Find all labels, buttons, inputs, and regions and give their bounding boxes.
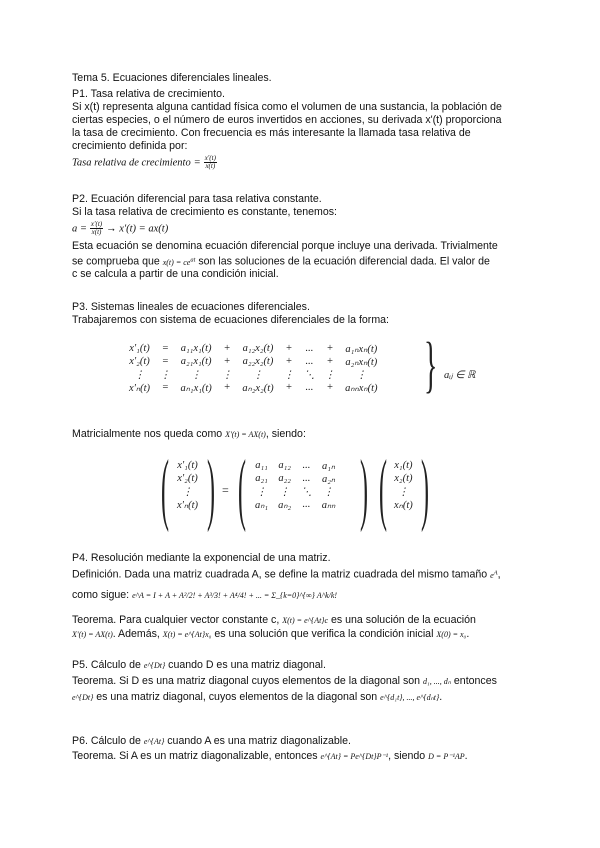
system-cell: = (161, 343, 169, 354)
p6-heading-formula: e^{At} (143, 737, 165, 746)
p6-text-line (72, 750, 468, 763)
p4-def-exp (490, 571, 498, 580)
vec-right-row (389, 472, 418, 485)
p1-formula-eq: = (193, 157, 201, 169)
vec-left-open-paren: ( (161, 445, 169, 533)
system-cell: ⋮ (221, 369, 233, 381)
matrix-a-table (250, 459, 340, 511)
vec-right (389, 459, 418, 511)
p2-line3-pre: se comprueba que (72, 255, 160, 268)
p3-heading: P3. Sistemas lineales de ecuaciones diferenciales. (72, 301, 310, 313)
p6-heading (72, 735, 351, 748)
p6-l1-formula: e^{At} = Pe^{Dt}P⁻¹ (320, 752, 389, 761)
p6-l1-formula2: D = P⁻¹AP (428, 752, 465, 761)
p5-l2-mid: es una matriz diagonal, cuyos elementos de la diagonal son (96, 691, 378, 703)
p2-fraction-num: x'(t) (90, 220, 103, 228)
p4-text-line (72, 614, 476, 627)
p2-fraction-den: x(t) (91, 228, 102, 236)
system-cell: ... (305, 356, 314, 367)
vec-left-row (172, 485, 203, 498)
p1-text-line: ciertas especies, o el número de euros invertidos en acciones, su derivada x'(t) proporciona (72, 114, 502, 126)
system-cell: + (223, 343, 231, 354)
p2-formula (72, 221, 168, 236)
matrix-cell: a₂₂ (278, 473, 291, 484)
p4-t2-formula3: X(0) = x₀ (436, 630, 467, 639)
matrix-cell: ⋮ (279, 486, 290, 498)
p4-text-line (72, 566, 501, 582)
p1-formula (72, 155, 217, 170)
matrix-cell: a₂₁ (255, 473, 268, 484)
system-cell: ⋮ (134, 369, 145, 381)
p5-l1-formula: d₁, ..., dₙ (422, 677, 451, 686)
p4-def-exp-base: e (490, 570, 494, 580)
p5-heading (72, 659, 326, 672)
p1-fraction-den: x(t) (205, 162, 216, 170)
matrix-cell: a₁₁ (255, 460, 268, 471)
p4-text-line (72, 628, 469, 641)
matrix-equals: = (222, 483, 229, 497)
system-cell: + (223, 382, 231, 393)
matrix-cell: ⋮ (323, 486, 334, 498)
system-cell: + (285, 343, 293, 354)
vec-left (172, 459, 203, 511)
system-cell: x'ₙ(t) (129, 382, 150, 394)
system-row (124, 368, 383, 381)
p4-t1-pre: Teorema. Para cualquier vector constante c, (72, 614, 280, 626)
p6-l1-pre: Teorema. Si A es un matriz diagonalizable, entonces (72, 750, 318, 762)
p3-text-line: Trabajaremos con sistema de ecuaciones diferenciales de la forma: (72, 314, 389, 326)
matrix-row (250, 498, 340, 511)
system-cell: aₙ₂x₂(t) (242, 382, 274, 394)
matrix-cell: ... (302, 473, 311, 484)
matrix-cell: aₙ₂ (278, 499, 292, 511)
p5-l2-end: . (439, 691, 443, 703)
system-cell: aₙₙxₙ(t) (345, 382, 378, 394)
system-row (124, 355, 383, 368)
p5-l1-post: entonces (453, 675, 497, 687)
matrix-cell: a₁₂ (278, 460, 291, 471)
vec-left-table (172, 459, 203, 511)
vec-right-open-paren: ( (379, 445, 387, 533)
system-cell: ... (305, 343, 314, 354)
p2-text-line: Si la tasa relativa de crecimiento es constante, tenemos: (72, 206, 337, 218)
matrix-open-paren: ( (238, 445, 246, 533)
system-cell: aₙ₁x₁(t) (180, 382, 212, 394)
p1-text-line: la tasa de crecimiento. Con frecuencia es más interesante la llamada tasa relativa de (72, 127, 471, 139)
equation-system (124, 342, 383, 394)
system-cell: a₁₁x₁(t) (180, 343, 212, 354)
p2-line3-formula-base: x(t) = ce (162, 257, 191, 267)
p1-formula-label: Tasa relativa de crecimiento (72, 157, 191, 169)
p4-t1-formula: X(t) = e^{At}c (282, 616, 329, 625)
p4-heading: P4. Resolución mediante la exponencial de una matriz. (72, 552, 331, 564)
vec-left-cell: x'₁(t) (177, 460, 198, 471)
vec-left-row (172, 498, 203, 511)
system-cell: ⋮ (283, 369, 295, 381)
p4-t2-formula2: X(t) = e^{At}x₀ (162, 630, 212, 639)
matrix-cell: ... (302, 499, 311, 510)
p5-l2-formula: e^{Dt} (72, 693, 94, 702)
vec-right-cell: x₂(t) (394, 473, 413, 484)
system-cell: ... (305, 382, 314, 393)
vec-left-row (172, 472, 203, 485)
system-cell: ⋮ (160, 369, 171, 381)
p2-heading: P2. Ecuación diferencial para tasa relativa constante. (72, 193, 322, 205)
p3-line2-pre: Matricialmente nos queda como (72, 428, 223, 440)
p4-t2-formula1: X'(t) = AX(t) (72, 630, 113, 639)
p4-text-line (72, 589, 337, 602)
system-row (124, 342, 383, 355)
p5-heading-post: cuando D es una matriz diagonal. (168, 659, 326, 671)
p4-def-comma: , (497, 568, 501, 581)
p5-text-line (72, 691, 442, 704)
p3-line2-formula: X'(t) = AX(t) (225, 430, 266, 439)
matrix-cell: ⋮ (256, 486, 267, 498)
system-cell: + (326, 382, 334, 393)
p1-fraction-num: x'(t) (204, 154, 216, 162)
system-cell: a₂₁x₁(t) (180, 356, 212, 367)
system-cell: x'₁(t) (129, 343, 150, 354)
p2-formula-rest: → x'(t) = ax(t) (106, 223, 169, 235)
p5-l1-pre: Teorema. Si D es una matriz diagonal cuyos elementos de la diagonal son (72, 675, 421, 687)
p2-line3-formula (163, 258, 196, 267)
p1-text-line: Si x(t) representa alguna cantidad física como el volumen de una sustancia, la población de (72, 101, 502, 113)
p5-l2-formula2: e^{d₁t}, ..., e^{dₙt} (380, 693, 440, 702)
system-cell: x'₂(t) (129, 356, 150, 367)
p2-text-line (72, 253, 490, 269)
system-cell: = (161, 382, 169, 393)
p3-text-line (72, 428, 306, 441)
system-side-condition: aᵢⱼ ∈ ℝ (444, 370, 476, 381)
p5-text-line (72, 675, 497, 688)
p1-fraction (204, 155, 217, 170)
system-cell: ⋱ (304, 369, 315, 381)
vec-right-close-paren: ) (421, 445, 429, 533)
system-cell: a₁ₙxₙ(t) (345, 343, 378, 355)
vec-right-row (389, 498, 418, 511)
p2-text-line: c se calcula a partir de una condición inicial. (72, 268, 279, 280)
p6-l1-mid: , siendo (388, 750, 426, 762)
p4-t1-post: es una solución de la ecuación (331, 614, 476, 626)
p5-heading-formula: e^{Dt} (143, 661, 166, 670)
p4-def-exp-sup: A (493, 569, 498, 576)
matrix-row (250, 472, 340, 485)
system-cell: ⋮ (324, 369, 336, 381)
p3-line2-post: , siendo: (265, 428, 306, 440)
p2-line3-post: son las soluciones de la ecuación diferencial dada. El valor de (198, 255, 490, 268)
p4-t2-post: es una solución que verifica la condición inicial (214, 628, 434, 640)
p6-heading-post: cuando A es una matriz diagonalizable. (167, 735, 352, 747)
matrix-row (250, 485, 340, 498)
vec-left-cell: x'₂(t) (177, 473, 198, 484)
matrix-a (250, 459, 340, 511)
p5-heading-pre: P5. Cálculo de (72, 659, 141, 671)
document-title: Tema 5. Ecuaciones diferenciales lineales. (72, 72, 272, 84)
vec-left-cell: x'ₙ(t) (177, 499, 198, 511)
vec-left-cell: ⋮ (182, 486, 193, 498)
matrix-row (250, 459, 340, 472)
system-cell: + (285, 382, 293, 393)
vec-right-row (389, 459, 418, 472)
p4-como-pre: como sigue: (72, 589, 130, 601)
p2-line3-formula-exp: at (190, 256, 196, 263)
system-cell: + (285, 356, 293, 367)
matrix-cell: ... (302, 460, 311, 471)
p4-t2-mid: . Además, (112, 628, 160, 640)
matrix-cell: aₙₙ (321, 499, 336, 511)
p6-heading-pre: P6. Cálculo de (72, 735, 141, 747)
p4-exp-series-formula: e^A = I + A + A²/2! + A³/3! + A⁴/4! + ... = Σ_{k=0}^{∞} A^k/k! (132, 591, 338, 600)
vec-left-close-paren: ) (207, 445, 215, 533)
p6-l1-end: . (464, 750, 468, 762)
system-cell: = (161, 356, 169, 367)
system-cell: ⋮ (252, 369, 264, 381)
matrix-cell: ⋱ (301, 486, 312, 498)
system-cell: a₁₂x₂(t) (242, 343, 274, 354)
system-cell: + (223, 356, 231, 367)
matrix-cell: a₁ₙ (321, 460, 336, 472)
matrix-cell: a₂ₙ (321, 473, 336, 485)
vec-right-row (389, 485, 418, 498)
vec-right-cell: xₙ(t) (394, 499, 413, 511)
system-cell: + (326, 343, 334, 354)
p1-text-line: crecimiento definida por: (72, 140, 188, 152)
system-cell: ⋮ (356, 369, 367, 381)
vec-right-table (389, 459, 418, 511)
system-row (124, 381, 383, 394)
system-right-brace: } (424, 331, 438, 399)
p4-t2-end: . (466, 628, 470, 640)
equation-system-table (124, 342, 383, 394)
p4-def-line: Definición. Dada una matriz cuadrada A, se define la matriz cuadrada del mismo tamaño (72, 568, 488, 581)
vec-right-cell: ⋮ (398, 486, 409, 498)
system-cell: a₂₂x₂(t) (242, 356, 274, 367)
matrix-close-paren: ) (360, 445, 368, 533)
system-cell: a₂ₙxₙ(t) (345, 356, 378, 368)
p2-formula-a: a = (72, 223, 87, 235)
vec-left-row (172, 459, 203, 472)
system-cell: ⋮ (190, 369, 202, 381)
p2-text-line: Esta ecuación se denomina ecuación diferencial porque incluye una derivada. Trivialmente (72, 240, 498, 252)
p2-fraction (90, 221, 103, 236)
system-cell: + (326, 356, 334, 367)
vec-right-cell: x₁(t) (394, 460, 413, 471)
matrix-cell: aₙ₁ (255, 499, 269, 511)
p1-heading: P1. Tasa relativa de crecimiento. (72, 88, 225, 100)
